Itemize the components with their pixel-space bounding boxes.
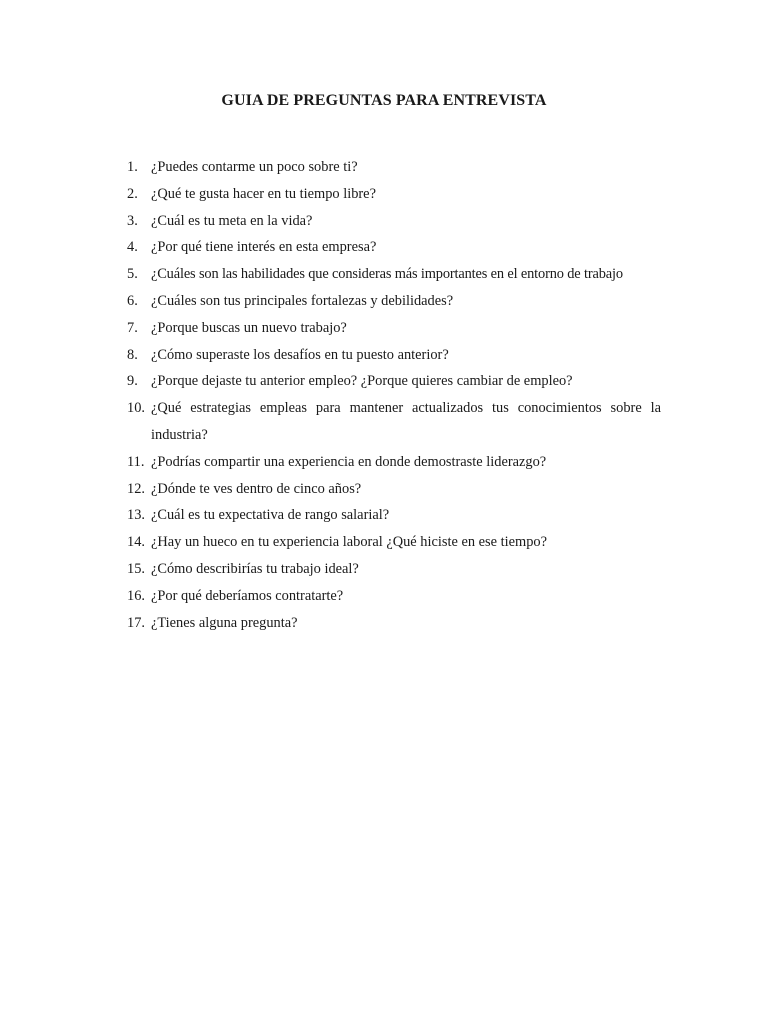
question-text: ¿Cuáles son tus principales fortalezas y debilidades? [151, 292, 454, 309]
list-item [127, 610, 661, 637]
list-item [127, 261, 661, 288]
question-text: ¿Podrías compartir una experiencia en donde demostraste liderazgo? [151, 453, 547, 470]
question-number: 10. [127, 400, 145, 417]
question-number: 12. [127, 480, 145, 497]
list-item [127, 234, 661, 261]
list-item [127, 502, 661, 529]
list-item [127, 529, 661, 556]
question-number: 8. [127, 346, 138, 363]
list-item [127, 315, 661, 342]
question-text: ¿Puedes contarme un poco sobre ti? [151, 159, 358, 175]
question-number: 16. [127, 587, 145, 604]
question-number: 13. [127, 507, 145, 524]
question-number: 4. [127, 239, 138, 256]
question-number: 11. [127, 453, 145, 470]
page-title: GUIA DE PREGUNTAS PARA ENTREVISTA [221, 92, 547, 109]
question-number: 9. [127, 373, 138, 390]
question-text: ¿Tienes alguna pregunta? [151, 614, 298, 631]
question-number: 2. [127, 185, 138, 202]
list-item [127, 342, 661, 369]
question-text: ¿Porque buscas un nuevo trabajo? [151, 319, 347, 336]
question-text: ¿Qué te gusta hacer en tu tiempo libre? [151, 185, 376, 202]
question-list [127, 154, 661, 636]
question-text: ¿Hay un hueco en tu experiencia laboral ¿Qué hiciste en ese tiempo? [151, 534, 547, 551]
question-text: ¿Cómo superaste los desafíos en tu puesto anterior? [151, 346, 449, 363]
question-number: 14. [127, 534, 145, 551]
list-item [127, 154, 661, 181]
question-number: 3. [127, 212, 138, 229]
list-item [127, 288, 661, 315]
question-text: ¿Cuáles son las habilidades que consideras más importantes en el entorno de trabajo [151, 266, 623, 283]
question-text: ¿Cuál es tu expectativa de rango salarial? [151, 507, 390, 524]
question-text: ¿Por qué deberíamos contratarte? [151, 587, 344, 604]
question-text: ¿Cuál es tu meta en la vida? [151, 212, 313, 229]
question-number: 1. [127, 159, 138, 175]
question-number: 6. [127, 292, 138, 309]
list-item [127, 395, 661, 449]
question-text: ¿Dónde te ves dentro de cinco años? [151, 480, 362, 497]
question-text: ¿Cómo describirías tu trabajo ideal? [151, 560, 359, 577]
list-item [127, 208, 661, 235]
question-number: 15. [127, 560, 145, 577]
list-item [127, 476, 661, 503]
list-item [127, 449, 661, 476]
question-number: 5. [127, 266, 138, 283]
list-item [127, 556, 661, 583]
list-item [127, 181, 661, 208]
question-number: 17. [127, 614, 145, 631]
question-text: ¿Por qué tiene interés en esta empresa? [151, 239, 377, 256]
list-item [127, 368, 661, 395]
list-item [127, 583, 661, 610]
question-number: 7. [127, 319, 138, 336]
question-text: ¿Qué estrategias empleas para mantener actualizados tus conocimientos sobre la industria? [151, 400, 661, 443]
question-text: ¿Porque dejaste tu anterior empleo? ¿Porque quieres cambiar de empleo? [151, 373, 573, 390]
